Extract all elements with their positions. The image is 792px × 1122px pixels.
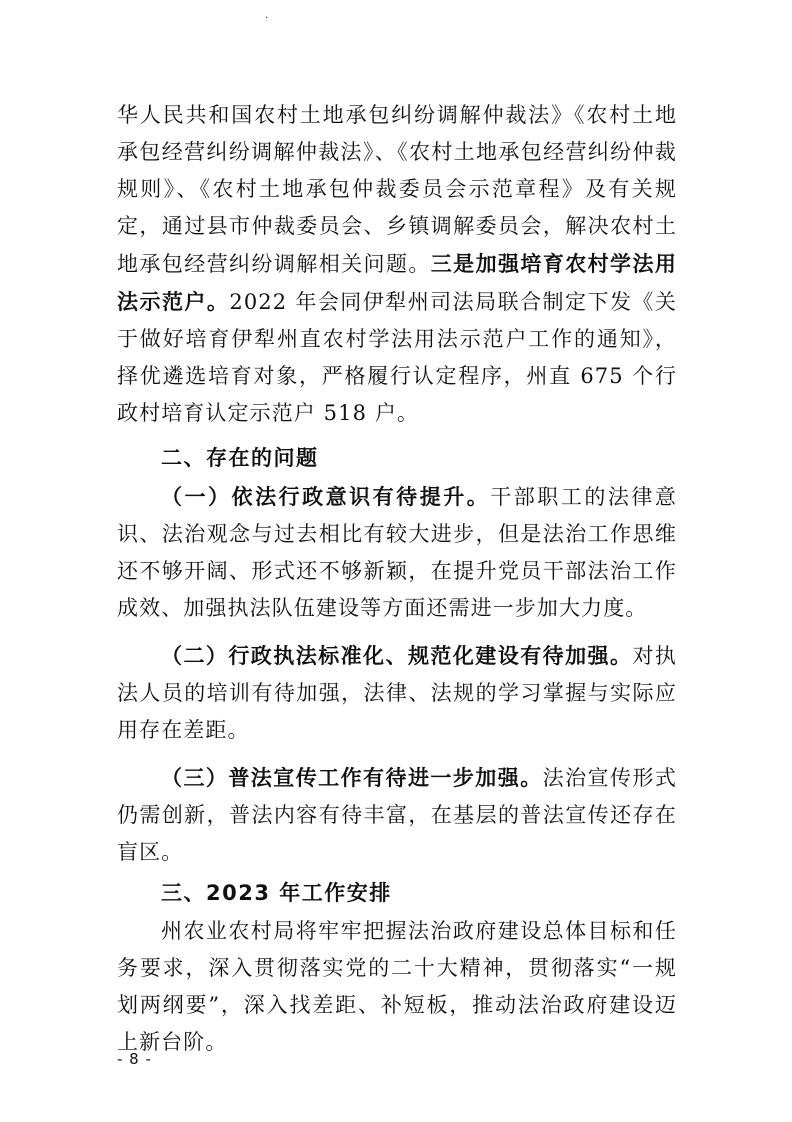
paragraph-continuation: [117, 97, 677, 432]
section-heading-problems: 二、存在的问题: [161, 446, 319, 470]
problem-1-lead: （一）依法行政意识有待提升。: [161, 484, 491, 509]
plan-paragraph: 州农业农村局将牢牢把握法治政府建设总体目标和任务要求，深入贯彻落实党的二十大精神，贯彻落实“一规划两纲要”，深入找差距、补短板，推动法治政府建设迈上新台阶。: [117, 919, 677, 1054]
problem-paragraph-2: [117, 637, 677, 749]
problem-1-text: 干部职工的法律意识、法治观念与过去相比有较大进步，但是法治工作思维还不够开阔、形式还不够新颖，在提升党员干部法治工作成效、加强执法队伍建设等方面还需进一步加大力度。: [117, 485, 677, 620]
problem-2-lead: （二）行政执法标准化、规范化建设有待加强。: [161, 643, 633, 668]
problem-3-text: 法治宣传形式仍需创新，普法内容有待丰富，在基层的普法宣传还存在盲区。: [117, 766, 677, 864]
paragraph-gap: [117, 749, 677, 759]
problem-paragraph-1: [117, 478, 677, 627]
point3-text: 2022 年会同伊犁州司法局联合制定下发《关于做好培育伊犁州直农村学法用法示范户工作的通知》，择优遴选培育对象，严格履行认定程序，州直 675 个行政村培育认定示范户 518 户。: [117, 290, 677, 425]
paragraph-gap: [117, 627, 677, 637]
section-heading-plan: 三、2023 年工作安排: [161, 881, 392, 905]
page-number: - 8 -: [117, 1050, 152, 1068]
header-mark: ·: [265, 13, 269, 24]
continuation-text: 华人民共和国农村土地承包纠纷调解仲裁法》《农村土地承包经营纠纷调解仲裁法》、《农村土地承包经营纠纷仲裁规则》、《农村土地承包仲裁委员会示范章程》及有关规定，通过县市仲裁委员会、乡镇调解委员会，解决农村土地承包经营纠纷调解相关问题。: [117, 103, 677, 276]
problem-2-text: 对执法人员的培训有待加强，法律、法规的学习掌握与实际应用存在差距。: [117, 644, 677, 742]
problem-3-lead: （三）普法宣传工作有待进一步加强。: [161, 765, 543, 790]
document-body: [117, 97, 677, 1061]
point3-label: 三是加强培育农村学法用法示范户。: [117, 251, 677, 314]
problem-paragraph-3: [117, 759, 677, 871]
